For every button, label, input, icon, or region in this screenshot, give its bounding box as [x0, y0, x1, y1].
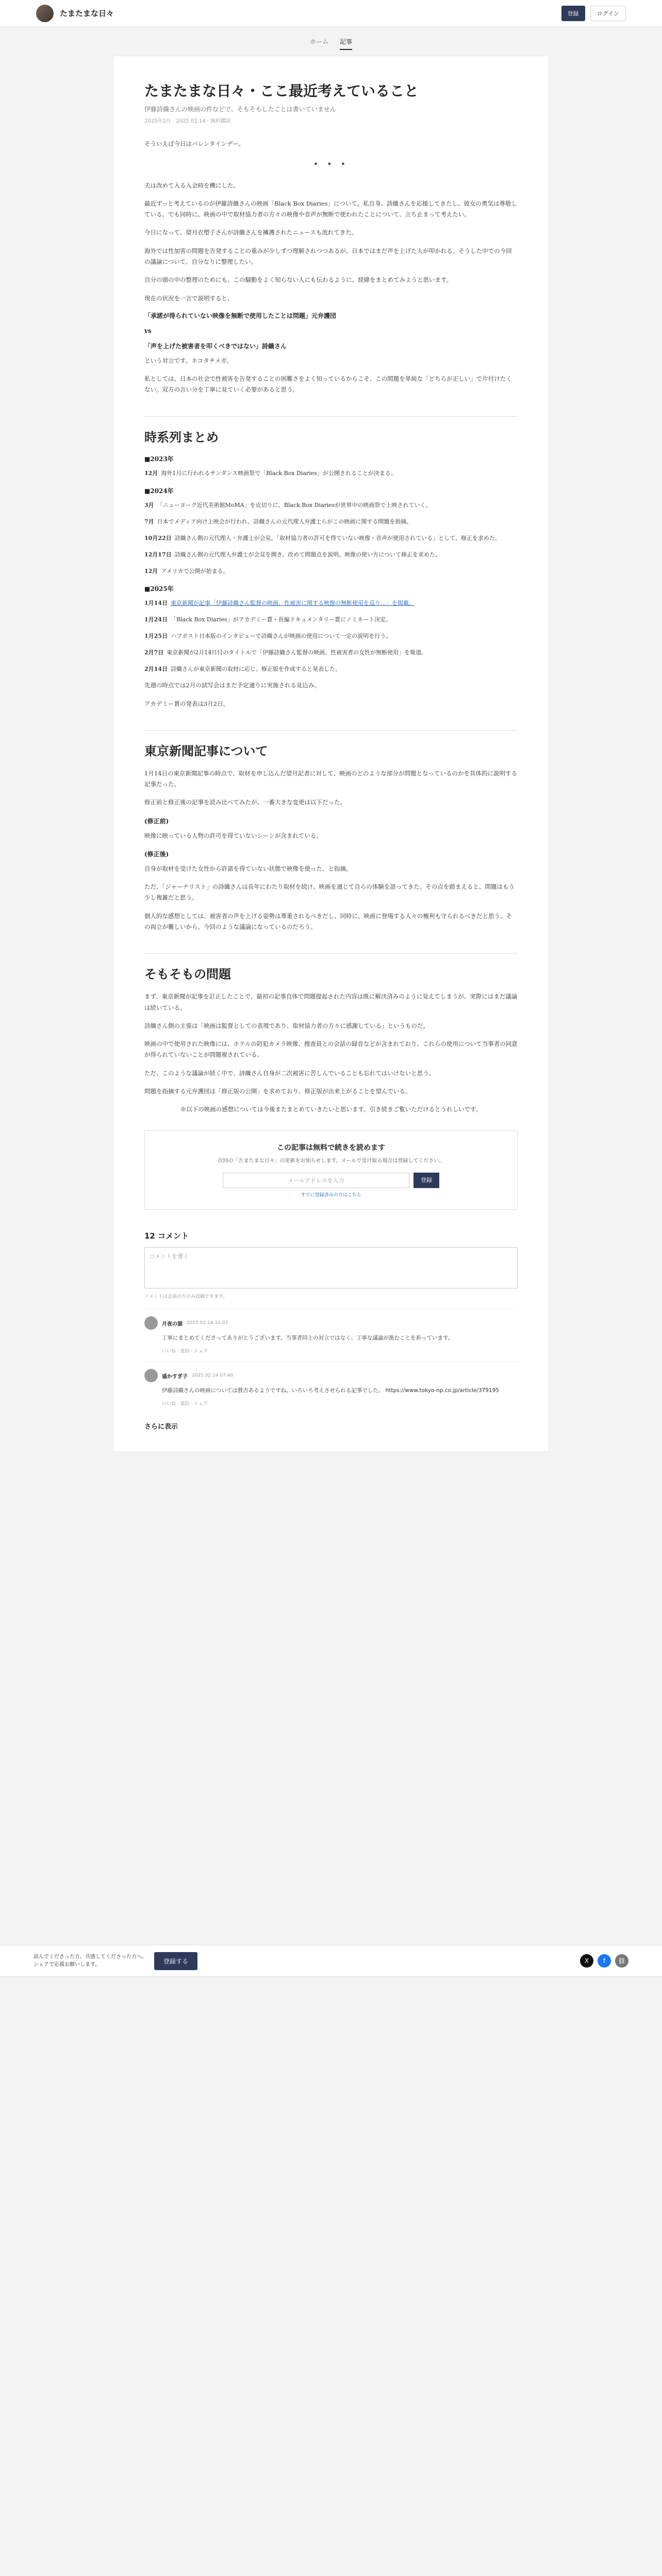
comment-body: 丁寧にまとめてくださってありがとうございます。当事者同士の対立ではなく、丁寧な議論が進むことを祈っています。: [162, 1335, 454, 1342]
divider-dots: • • •: [313, 159, 349, 169]
share-icons: [580, 1954, 628, 1968]
paragraph: ただ、このような議論が続く中で、詩織さん自身が二次被害に苦しんでいることも忘れてはいけないと思う。: [144, 1069, 435, 1077]
article-title: たまたまな日々・ここ最近考えていること: [144, 82, 419, 99]
subscribe-row: [223, 1173, 439, 1188]
section-title: 東京新聞記事について: [144, 730, 518, 759]
paragraph: 映像に映っている人物の許可を得ていないシーンが含まれている。: [144, 832, 322, 839]
blog-avatar: [36, 5, 54, 22]
timeline-date: 2月14日: [144, 665, 168, 672]
timeline-date: 12月17日: [144, 551, 172, 558]
timeline-date: 1月25日: [144, 632, 168, 639]
paragraph: 最近ずっと考えているのが伊藤詩織さんの映画「Black Box Diaries」について。私自身、詩織さんを応援してきたし、彼女の勇気は尊敬している。でも同時に、映画の中で取材協力者の方々の映像や音声が無断で使われたことについて、立ち止まって考えたい。: [144, 199, 518, 218]
timeline-item: [144, 533, 518, 544]
blog-title[interactable]: たまたまな日々: [60, 9, 114, 18]
timeline-text: 詩織さんが東京新聞の取材に応じ、修正版を作成すると発表した。: [170, 665, 341, 672]
timeline-date: 12月: [144, 469, 158, 477]
timeline-link[interactable]: 東京新聞が記事「伊藤詩織さん監督の映画、性被害に関する映像の無断使用を巡り…」を掲載。: [170, 600, 415, 607]
paragraph: 修正前と修正後の記事を読み比べてみたが、一番大きな変更は以下だった。: [144, 799, 346, 806]
avatar[interactable]: [144, 1316, 158, 1330]
timeline-item: [144, 648, 518, 658]
subscribe-text: 次回の「たまたまな日々」の更新をお知らせします。メールで受け取る場合は登録してください。: [218, 1158, 444, 1164]
already-subscribed-link[interactable]: すでに登録済みの方はこちら: [301, 1193, 361, 1198]
comment-date: 2025.02.14 11:02: [187, 1320, 228, 1326]
email-field[interactable]: メールアドレスを入力: [223, 1173, 409, 1188]
paragraph: 問題を指摘する元弁護団は「修正版の公開」を求めており、修正版が出来上がることを望んでいる。: [144, 1087, 411, 1095]
paragraph: 詩織さん側の主張は「映画は監督としての表現であり、取材協力者の方々に感謝している」というものだ。: [144, 1022, 429, 1029]
timeline-text: 海外1月に行われるサンダンス映画祭で「Black Box Diaries」が公開されることが決まる。: [161, 469, 396, 477]
timeline-text: 「Black Box Diaries」がアカデミー賞・長編ドキュメンタリー賞にノミネート決定。: [170, 616, 392, 623]
tab-home[interactable]: ホーム: [309, 38, 328, 45]
paragraph: 個人的な感想としては、被害者の声を上げる姿勢は尊重されるべきだし、同時に、映画に登場する人々の権利も守られるべきだと思う。その両立が難しいから、今回のような議論になっているのだろう。: [144, 912, 512, 930]
comment-hint: コメントは会員の方のみ投稿できます。: [144, 1294, 228, 1300]
paragraph: 先週の時点では2月の試写会はまだ予定通りに実施される見込み。: [144, 682, 321, 689]
quote-claim: 「声を上げた被害者を叩くべきではない」詩織さん: [144, 342, 287, 350]
timeline-text: 日本でメディア向け上映会が行われ、詩織さんの元代理人弁護士らがこの映画に関する問題を指摘。: [157, 518, 412, 526]
timeline-item: [144, 468, 518, 479]
paragraph: まず、東京新聞が記事を訂正したことで、最初の記事自体で問題提起された内容は既に解決済みのように見えてしまうが、実際にはまだ議論は続いている。: [144, 993, 518, 1011]
comment-date: 2025.02.14 07:40: [192, 1373, 234, 1379]
paragraph: 自分の頭の中の整理のためにも、この騒動をよく知らない人にも伝わるように、経緯をまとめてみようと思います。: [144, 276, 453, 284]
paragraph: 海外では性加害の問題を告発することの重みが少しずつ理解されつつあるが、日本ではまだ声を上げた人が叩かれる。そうした中での今回の議論について、自分なりに整理したい。: [144, 247, 512, 265]
timeline-item: [144, 615, 518, 625]
subscribe-box: [144, 1130, 518, 1210]
section-title: 時系列まとめ: [144, 416, 518, 445]
year-heading: ■2025年: [144, 585, 174, 593]
article-subtitle: 伊藤詩織さんの映画の件などで、そもそもしたことは書いていません: [144, 106, 336, 113]
timeline-date: 1月14日: [144, 600, 168, 607]
avatar[interactable]: [144, 1369, 158, 1382]
article-meta: 2025年2月 · 2025.02.14 · 無料購読: [144, 118, 231, 125]
paragraph: アカデミー賞の発表は3月2日。: [144, 700, 229, 707]
year-heading: ■2024年: [144, 487, 174, 495]
timeline-date: 1月24日: [144, 616, 168, 623]
paragraph: 映画の中で使用された映像には、ホテルの防犯カメラ映像、捜査員との会話の録音などが含まれており、これらの使用について当事者の同意が得られていないことが問題視されている。: [144, 1040, 518, 1059]
timeline-text: 東京新聞が2月14日付のタイトルで「伊藤詩織さん監督の映画、性被害者の女性が無断使用」を報道。: [167, 649, 427, 656]
nav-tabs: [0, 37, 662, 50]
paragraph: 1月14日の東京新聞記事の時点で、取材を申し込んだ望月記者に対して、映画のどのような部分が問題となっているのかを具体的に説明する記事だった。: [144, 769, 517, 788]
timeline-text: 詩織さん側の元代理人弁護士が会見を開き、改めて問題点を説明。映像の使い方について修正を求めた。: [174, 551, 441, 558]
paragraph: 私としては、日本の社会で性被害を告発することの困難さをよく知っているからこそ、この問題を単純な「どちらが正しい」で片付けたくない。双方の言い分を丁寧に見ていく必要があると思う。: [144, 375, 512, 394]
comments-heading: 12 コメント: [144, 1231, 189, 1241]
timeline-item: [144, 598, 518, 608]
top-bar: [0, 0, 662, 27]
paragraph: ただ、「ジャーナリスト」の詩織さんは長年にわたり取材を続け、映画を通じて自らの体験を語ってきた。その点を踏まえると、問題はもう少し複雑だと思う。: [144, 883, 515, 902]
timeline-item: [144, 631, 518, 641]
label-after: (修正後): [144, 850, 169, 858]
top-actions: [561, 6, 626, 21]
login-button[interactable]: ログイン: [590, 6, 626, 21]
comment-actions[interactable]: いいね · 返信 · シェア: [162, 1349, 208, 1354]
paragraph: 現在の状況を一言で説明すると、: [144, 294, 234, 302]
blog-logo[interactable]: [36, 5, 114, 22]
comments-section: [144, 1230, 518, 1431]
subscribe-title: この記事は無料で続きを読めます: [277, 1144, 385, 1153]
comment-header: [144, 1316, 518, 1330]
timeline-date: 2月7日: [144, 649, 164, 656]
comment-body: 伊藤詩織さんの映画については賛否あるようですね。いろいろ考えさせられる記事でした。 https://www.tokyo-np.co.jp/article/379195: [162, 1387, 499, 1394]
link-icon[interactable]: ⛓: [615, 1954, 628, 1968]
subscribe-button[interactable]: 登録: [413, 1173, 439, 1188]
share-bar: [0, 1945, 662, 1977]
timeline-text: ハフポスト日本版のインタビューで詩織さんが映画の使用について一定の説明を行う。: [170, 632, 392, 639]
timeline-item: [144, 550, 518, 560]
comment-header: [144, 1369, 518, 1382]
paragraph: 自身が取材を受けた女性から許諾を得ていない状態で映像を使った、と指摘。: [144, 865, 352, 872]
year-heading: ■2023年: [144, 455, 174, 463]
section-title: そもそもの問題: [144, 953, 518, 982]
closing-note: ※以下の映画の感想については今後またまとめていきたいと思います。引き続きご覧いただけるとうれしいです。: [180, 1106, 482, 1113]
timeline-item: [144, 664, 518, 674]
comment-actions[interactable]: いいね · 返信 · シェア: [162, 1401, 208, 1407]
timeline-text: 「ニューヨーク近代美術館MoMA」を皮切りに、Black Box Diariesが世界中の映画祭で上映されていく。: [157, 502, 432, 509]
facebook-icon[interactable]: f: [598, 1954, 611, 1968]
paragraph: そういえば今日はバレンタインデー。: [144, 140, 245, 148]
timeline-item: [144, 566, 518, 577]
comment-author[interactable]: 遥かすぎ子: [162, 1374, 188, 1380]
comment: [144, 1361, 518, 1414]
timeline-date: 10月22日: [144, 534, 172, 541]
x-icon[interactable]: X: [580, 1954, 593, 1968]
timeline-date: 3月: [144, 502, 154, 509]
label-before: (修正前): [144, 817, 169, 825]
timeline-text: アメリカで公開が始まる。: [161, 567, 229, 574]
quote-claim: 「承諾が得られていない映像を無断で使用したことは問題」元弁護団: [144, 312, 337, 319]
comment: [144, 1309, 518, 1361]
quote-vs: vs: [144, 327, 152, 334]
tab-archive[interactable]: 記事: [340, 37, 352, 50]
paragraph: 今日になって、望月衣塑子さんが詩織さんを擁護されたニュースも流れてきた。: [144, 229, 358, 236]
signup-button[interactable]: 登録: [561, 6, 585, 21]
timeline-date: 7月: [144, 518, 154, 526]
comment-input[interactable]: コメントを書く: [144, 1247, 518, 1289]
timeline-item: [144, 517, 518, 527]
article: [113, 56, 549, 1452]
share-subscribe-button[interactable]: 登録する: [154, 1952, 197, 1970]
timeline-text: 詩織さん側の元代理人・弁護士が会見。「取材協力者の許可を得ていない映像・音声が使用されている」として、修正を求めた。: [174, 534, 501, 541]
more-comments-link[interactable]: さらに表示: [144, 1423, 178, 1431]
paragraph: 夫は改めて入る入会時を機にした。: [144, 181, 239, 189]
timeline-item: [144, 500, 518, 511]
paragraph: という対立です。ネコタチメガ。: [144, 357, 233, 364]
comment-author[interactable]: 月夜の猫: [162, 1321, 183, 1327]
share-text: 読んでくださった方、共感してくださった方へ。シェアで応援お願いします。: [34, 1954, 147, 1968]
timeline-date: 12月: [144, 567, 158, 574]
